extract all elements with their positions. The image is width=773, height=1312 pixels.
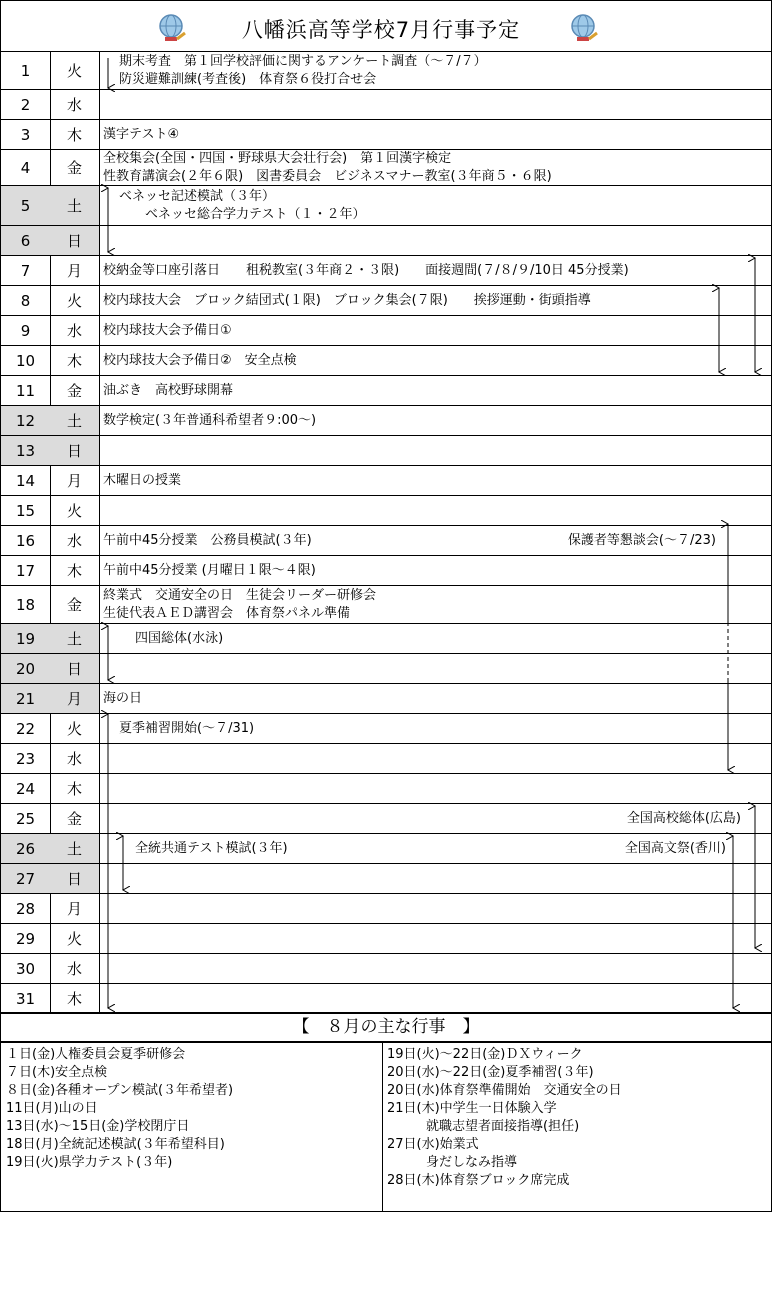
event-text-right: 全国高校総体(広島) — [626, 811, 741, 826]
august-event: 20日(水)～22日(金)夏季補習(３年) — [387, 1065, 594, 1080]
day-number: 13 — [1, 436, 51, 465]
august-event: ７日(木)安全点検 — [6, 1065, 108, 1080]
weekday: 土 — [50, 834, 100, 863]
weekday: 金 — [50, 376, 100, 405]
weekday: 月 — [50, 684, 100, 713]
day-row — [0, 744, 772, 774]
day-row — [0, 774, 772, 804]
day-row — [0, 466, 772, 496]
event-text: 生徒代表ＡＥＤ講習会 体育祭パネル準備 — [103, 606, 351, 621]
event-text: 期末考査 第１回学校評価に関するアンケート調査（～７/７） — [119, 54, 487, 69]
day-number: 21 — [1, 684, 51, 713]
day-number: 6 — [1, 226, 51, 255]
day-row — [0, 924, 772, 954]
day-number: 15 — [1, 496, 51, 525]
event-text: 漢字テスト④ — [103, 127, 180, 142]
day-number: 1 — [1, 52, 51, 89]
event-text: 全統共通テスト模試(３年) — [135, 841, 288, 856]
day-number: 7 — [1, 256, 51, 285]
day-row — [0, 624, 772, 654]
event-text: 全校集会(全国・四国・野球県大会壮行会) 第１回漢字検定 — [103, 151, 452, 166]
august-heading: 【 ８月の主な行事 】 — [0, 1012, 772, 1042]
august-event: 身だしなみ指導 — [387, 1155, 518, 1170]
august-event: 20日(水)体育祭準備開始 交通安全の日 — [387, 1083, 622, 1098]
day-number: 27 — [1, 864, 51, 893]
weekday: 木 — [50, 346, 100, 375]
day-row — [0, 984, 772, 1014]
event-text: 油ぶき 高校野球開幕 — [103, 383, 234, 398]
weekday: 日 — [50, 226, 100, 255]
weekday: 木 — [50, 120, 100, 149]
day-number: 16 — [1, 526, 51, 555]
day-row — [0, 864, 772, 894]
event-text: 校内球技大会予備日① — [103, 323, 232, 338]
header — [0, 0, 772, 52]
day-number: 4 — [1, 150, 51, 185]
day-number: 2 — [1, 90, 51, 119]
column-divider — [382, 1043, 383, 1211]
weekday: 木 — [50, 556, 100, 585]
day-row — [0, 526, 772, 556]
day-number: 18 — [1, 586, 51, 623]
event-text: 終業式 交通安全の日 生徒会リーダー研修会 — [103, 588, 377, 603]
day-row — [0, 286, 772, 316]
event-text: 木曜日の授業 — [103, 473, 182, 488]
day-row — [0, 804, 772, 834]
event-text: 性教育講演会(２年６限) 図書委員会 ビジネスマナー教室(３年商５・６限) — [103, 169, 552, 184]
event-text: 夏季補習開始(～７/31) — [119, 721, 255, 736]
day-row — [0, 226, 772, 256]
weekday: 火 — [50, 924, 100, 953]
day-number: 5 — [1, 186, 51, 225]
event-text: ベネッセ総合学力テスト（１・２年） — [119, 207, 366, 222]
event-text: ベネッセ記述模試（３年） — [119, 189, 276, 204]
day-number: 14 — [1, 466, 51, 495]
weekday: 火 — [50, 286, 100, 315]
weekday: 日 — [50, 864, 100, 893]
day-number: 28 — [1, 894, 51, 923]
event-text: 防災避難訓練(考査後) 体育祭６役打合せ会 — [119, 72, 377, 87]
august-event: 21日(木)中学生一日体験入学 — [387, 1101, 557, 1116]
weekday: 日 — [50, 436, 100, 465]
day-number: 25 — [1, 804, 51, 833]
august-event: 就職志望者面接指導(担任) — [387, 1119, 580, 1134]
day-number: 3 — [1, 120, 51, 149]
weekday: 月 — [50, 466, 100, 495]
day-number: 29 — [1, 924, 51, 953]
globe-pencil-icon — [563, 11, 603, 45]
weekday: 水 — [50, 316, 100, 345]
event-text: 午前中45分授業 (月曜日１限～４限) — [103, 563, 316, 578]
weekday: 金 — [50, 804, 100, 833]
weekday: 水 — [50, 526, 100, 555]
day-number: 22 — [1, 714, 51, 743]
august-event: 27日(水)始業式 — [387, 1137, 479, 1152]
day-row — [0, 52, 772, 90]
day-row — [0, 186, 772, 226]
day-row — [0, 894, 772, 924]
day-number: 31 — [1, 984, 51, 1013]
day-number: 19 — [1, 624, 51, 653]
august-event: 28日(木)体育祭ブロック席完成 — [387, 1173, 570, 1188]
day-number: 8 — [1, 286, 51, 315]
day-number: 23 — [1, 744, 51, 773]
event-text: 四国総体(水泳) — [135, 631, 224, 646]
august-events — [0, 1042, 772, 1212]
day-row — [0, 120, 772, 150]
weekday: 金 — [50, 150, 100, 185]
day-number: 24 — [1, 774, 51, 803]
day-row — [0, 376, 772, 406]
day-number: 12 — [1, 406, 51, 435]
august-event: １日(金)人権委員会夏季研修会 — [6, 1047, 186, 1062]
page-title: 八幡浜高等学校7月行事予定 — [241, 18, 521, 42]
day-row — [0, 90, 772, 120]
day-number: 11 — [1, 376, 51, 405]
day-row — [0, 954, 772, 984]
event-text: 校内球技大会 ブロック結団式(１限) ブロック集会(７限) 挨拶運動・街頭指導 — [103, 293, 591, 308]
day-row — [0, 316, 772, 346]
weekday: 火 — [50, 714, 100, 743]
day-number: 9 — [1, 316, 51, 345]
weekday: 土 — [50, 186, 100, 225]
weekday: 金 — [50, 586, 100, 623]
day-number: 20 — [1, 654, 51, 683]
weekday: 土 — [50, 406, 100, 435]
day-row — [0, 346, 772, 376]
day-row — [0, 406, 772, 436]
august-event: 18日(月)全統記述模試(３年希望科目) — [6, 1137, 225, 1152]
event-text: 数学検定(３年普通科希望者９:00～) — [103, 413, 317, 428]
day-row — [0, 586, 772, 624]
day-number: 17 — [1, 556, 51, 585]
event-text: 校内球技大会予備日② 安全点検 — [103, 353, 297, 368]
day-row — [0, 654, 772, 684]
day-row — [0, 834, 772, 864]
day-row — [0, 556, 772, 586]
august-event: ８日(金)各種オープン模試(３年希望者) — [6, 1083, 234, 1098]
weekday: 木 — [50, 984, 100, 1013]
day-row — [0, 256, 772, 286]
weekday: 火 — [50, 52, 100, 89]
day-row — [0, 684, 772, 714]
event-text: 午前中45分授業 公務員模試(３年) — [103, 533, 312, 548]
day-row — [0, 436, 772, 466]
day-number: 10 — [1, 346, 51, 375]
august-event: 13日(水)～15日(金)学校閉庁日 — [6, 1119, 190, 1134]
weekday: 水 — [50, 90, 100, 119]
weekday: 月 — [50, 256, 100, 285]
event-text-right: 保護者等懇談会(～７/23) — [567, 533, 716, 548]
weekday: 火 — [50, 496, 100, 525]
august-event: 11日(月)山の日 — [6, 1101, 98, 1116]
weekday: 月 — [50, 894, 100, 923]
weekday: 水 — [50, 744, 100, 773]
day-row — [0, 714, 772, 744]
day-row — [0, 496, 772, 526]
weekday: 水 — [50, 954, 100, 983]
day-number: 26 — [1, 834, 51, 863]
weekday: 木 — [50, 774, 100, 803]
weekday: 土 — [50, 624, 100, 653]
august-event: 19日(火)県学力テスト(３年) — [6, 1155, 173, 1170]
event-text-right: 全国高文祭(香川) — [624, 841, 726, 856]
day-row — [0, 150, 772, 186]
event-text: 海の日 — [103, 691, 143, 706]
weekday: 日 — [50, 654, 100, 683]
event-text: 校納金等口座引落日 租税教室(３年商２・３限) 面接週間(７/８/９/10日 45分授業) — [103, 263, 629, 278]
august-event: 19日(火)～22日(金)ＤＸウィーク — [387, 1047, 583, 1062]
day-number: 30 — [1, 954, 51, 983]
